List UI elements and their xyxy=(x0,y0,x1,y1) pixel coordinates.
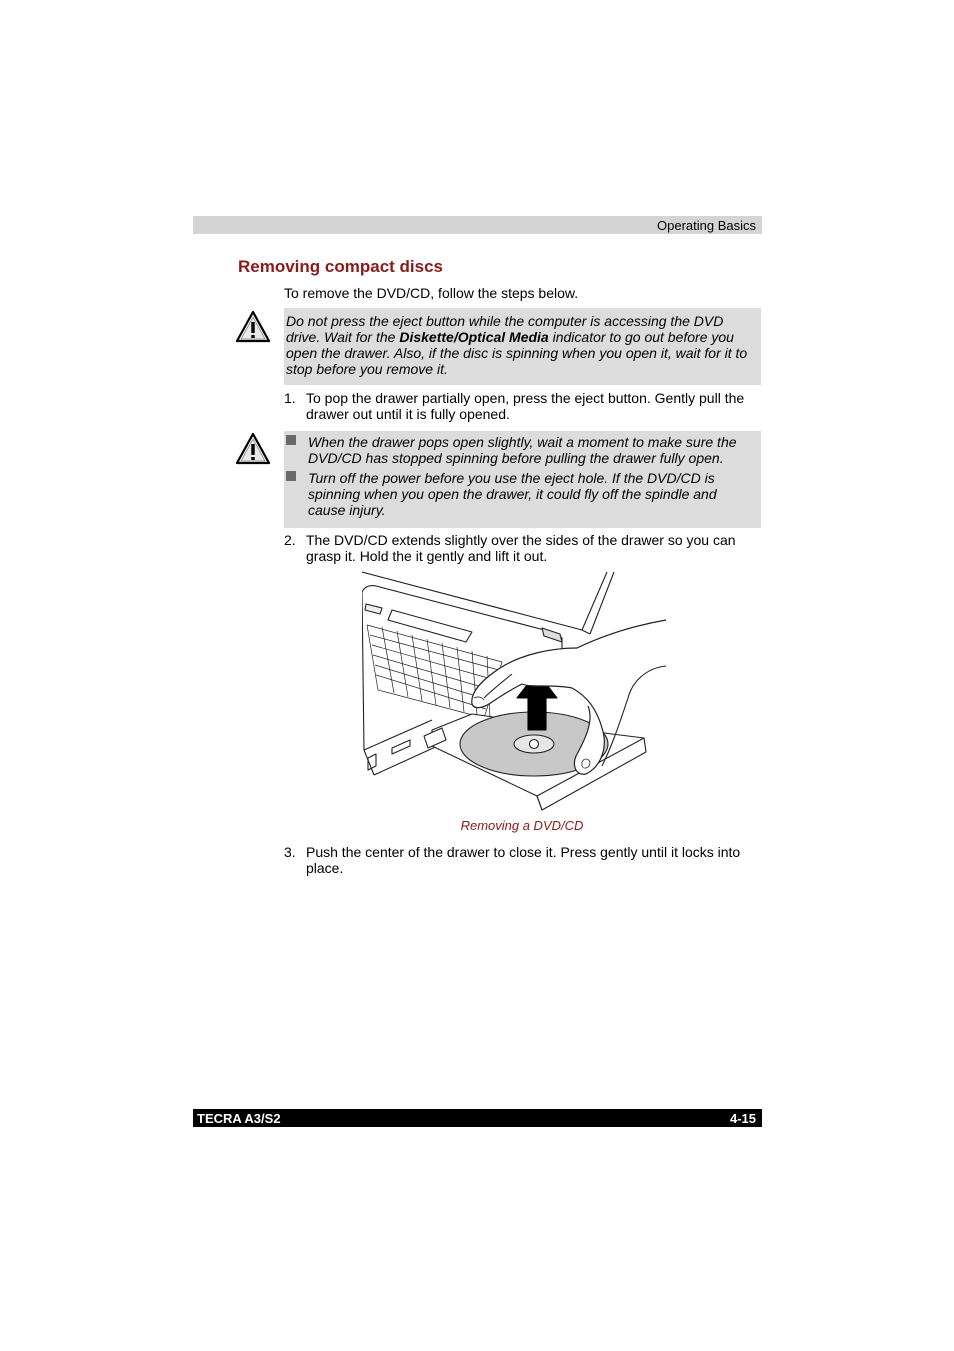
caution-icon xyxy=(235,309,271,345)
square-bullet-icon xyxy=(286,471,296,481)
step-text: Push the center of the drawer to close it. Press gently until it locks into place. xyxy=(306,844,741,876)
indicator-name: Diskette/Optical Media xyxy=(399,329,549,345)
caution-text-part2: indicator to go out before you open the drawer. Also, if the disc is spinning when you open it, wait for it to stop before you remove it. xyxy=(286,329,748,377)
running-footer xyxy=(193,1109,762,1127)
bullet-item xyxy=(284,434,757,466)
step-number: 2. xyxy=(284,532,296,548)
step-text: The DVD/CD extends slightly over the sides of the drawer so you can grasp it. Hold the it gently and lift it out. xyxy=(306,532,736,564)
caution-icon xyxy=(235,431,271,467)
step-2 xyxy=(284,532,761,566)
caution-bullets-note xyxy=(284,431,761,528)
section-title: Removing compact discs xyxy=(238,257,444,276)
caution-text-part1: Do not press the eject button while the computer is accessing the DVD drive. Wait for the xyxy=(286,313,724,345)
caution-note xyxy=(284,308,761,385)
step-text: To pop the drawer partially open, press the eject button. Gently pull the drawer out until it is fully opened. xyxy=(306,390,745,422)
figure-caption: Removing a DVD/CD xyxy=(460,818,584,833)
caution-note-text xyxy=(284,308,761,377)
running-header xyxy=(193,216,762,234)
header-section-label: Operating Basics xyxy=(657,218,756,233)
step-number: 3. xyxy=(284,844,296,860)
square-bullet-icon xyxy=(286,435,296,445)
bullet-text: When the drawer pops open slightly, wait a moment to make sure the DVD/CD has stopped spinning before pulling the drawer fully open. xyxy=(308,434,737,466)
footer-model: TECRA A3/S2 xyxy=(197,1111,281,1126)
intro-text: To remove the DVD/CD, follow the steps below. xyxy=(284,285,579,301)
footer-page-number: 4-15 xyxy=(729,1111,756,1126)
dvd-removal-illustration xyxy=(362,570,672,815)
step-3 xyxy=(284,844,761,878)
bullet-item xyxy=(284,470,757,518)
step-number: 1. xyxy=(284,390,296,406)
bullet-text: Turn off the power before you use the eject hole. If the DVD/CD is spinning when you open the drawer, it could fly off the spindle and cause injury. xyxy=(308,470,717,518)
step-1 xyxy=(284,390,761,424)
